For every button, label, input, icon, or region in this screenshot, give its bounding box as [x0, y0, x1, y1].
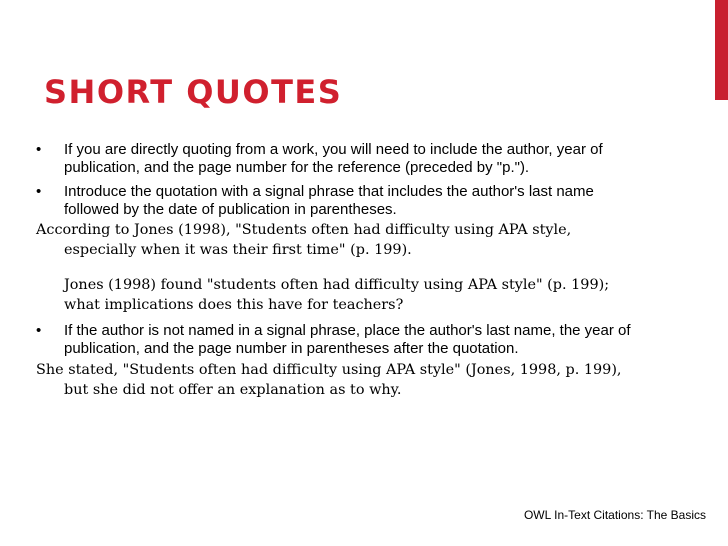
bullet-icon: •: [36, 183, 42, 200]
bullet-item: [36, 183, 646, 219]
slide-content: [36, 141, 646, 400]
bullet-text: If you are directly quoting from a work, you will need to include the author, year of publication, and the page number for the reference (preceded by "p.").: [64, 141, 603, 176]
accent-bar: [715, 0, 728, 100]
bullet-icon: •: [36, 141, 42, 158]
example-quote: Jones (1998) found "students often had difficulty using APA style" (p. 199); what implications does this have for teachers?: [64, 277, 610, 313]
bullet-item: [36, 141, 646, 177]
bullet-icon: •: [36, 322, 42, 339]
slide-title: SHORT QUOTES: [44, 73, 343, 111]
bullet-text: If the author is not named in a signal phrase, place the author's last name, the year of publication, and the page number in parentheses after the quotation.: [64, 322, 631, 357]
example-quote: She stated, "Students often had difficulty using APA style" (Jones, 1998, p. 199), but she did not offer an explanation as to why.: [36, 362, 622, 398]
bullet-text: Introduce the quotation with a signal phrase that includes the author's last name followed by the date of publication in parentheses.: [64, 183, 594, 218]
example-quote: According to Jones (1998), "Students often had difficulty using APA style, especially when it was their first time" (p. 199).: [36, 222, 572, 258]
bullet-item: [36, 322, 646, 358]
slide-footer: OWL In-Text Citations: The Basics: [523, 508, 706, 522]
